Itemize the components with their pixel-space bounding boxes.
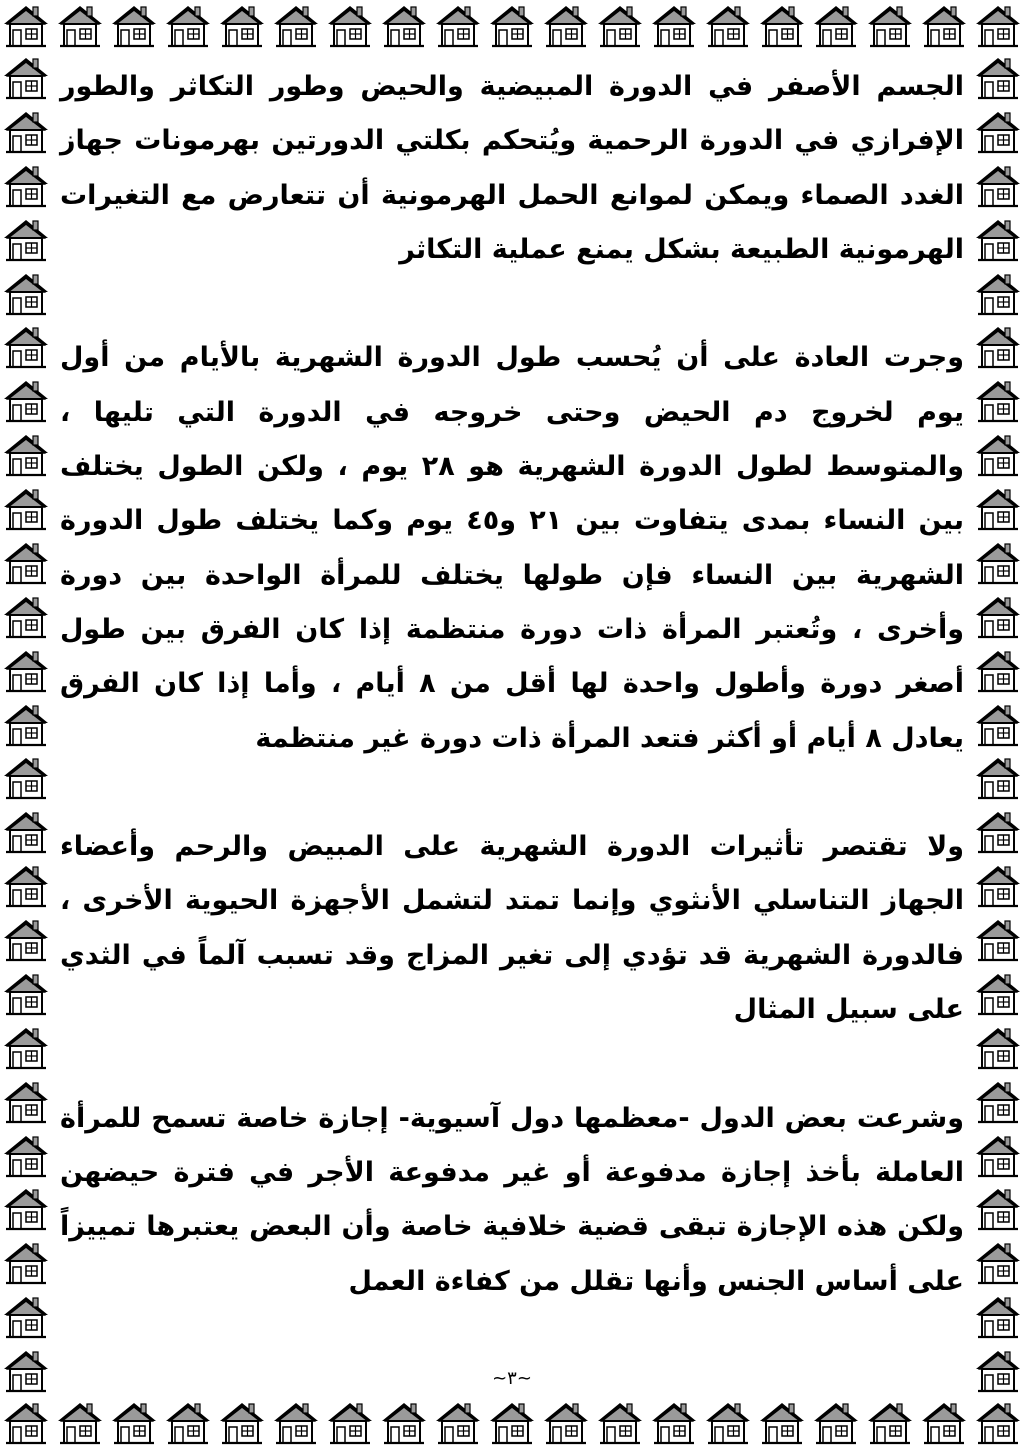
house-icon bbox=[0, 1130, 52, 1182]
house-icon bbox=[486, 0, 538, 52]
house-icon bbox=[972, 1291, 1024, 1343]
house-icon bbox=[540, 0, 592, 52]
house-icon bbox=[0, 645, 52, 697]
house-icon bbox=[972, 1076, 1024, 1128]
house-icon bbox=[648, 0, 700, 52]
house-icon bbox=[702, 0, 754, 52]
house-icon bbox=[0, 1183, 52, 1235]
house-icon bbox=[324, 1397, 376, 1449]
house-icon bbox=[0, 1397, 52, 1449]
house-icon bbox=[972, 106, 1024, 158]
house-icon bbox=[378, 0, 430, 52]
house-icon bbox=[972, 806, 1024, 858]
house-icon bbox=[108, 0, 160, 52]
house-icon bbox=[756, 1397, 808, 1449]
page-body bbox=[60, 60, 964, 1389]
house-icon bbox=[0, 968, 52, 1020]
top-border bbox=[0, 0, 1024, 52]
house-icon bbox=[972, 860, 1024, 912]
house-icon bbox=[0, 860, 52, 912]
house-icon bbox=[162, 0, 214, 52]
house-icon bbox=[702, 1397, 754, 1449]
paragraph: ولا تقتصر تأثيرات الدورة الشهرية على المبيض والرحم وأعضاء الجهاز التناسلي الأنثوي وإنما تمتد لتشمل الأجهزة الحيوية الأخرى ، فالدورة الشهرية قد تؤدي إلى تغير المزاج وقد تسبب آلماً في الثدي على سبيل المثال bbox=[60, 831, 964, 1026]
paragraph: الجسم الأصفر في الدورة المبيضية والحيض وطور التكاثر والطور الإفرازي في الدورة الرحمية ويُتحكم بكلتي الدورتين بهرمونات جهاز الغدد الصماء ويمكن لموانع الحمل الهرمونية أن تتعارض مع التغيرات الهرمونية الطبيعة بشكل يمنع عملية التكاثر bbox=[60, 71, 964, 265]
house-icon bbox=[594, 1397, 646, 1449]
house-icon bbox=[972, 160, 1024, 212]
house-icon bbox=[54, 1397, 106, 1449]
house-icon bbox=[0, 1076, 52, 1128]
house-icon bbox=[0, 1022, 52, 1074]
house-icon bbox=[972, 1183, 1024, 1235]
house-icon bbox=[0, 752, 52, 804]
house-icon bbox=[0, 914, 52, 966]
house-icon bbox=[540, 1397, 592, 1449]
house-icon bbox=[918, 0, 970, 52]
house-icon bbox=[972, 968, 1024, 1020]
house-icon bbox=[0, 268, 52, 320]
house-icon bbox=[432, 1397, 484, 1449]
house-icon bbox=[972, 321, 1024, 373]
house-icon bbox=[810, 1397, 862, 1449]
house-icon bbox=[972, 752, 1024, 804]
paragraph: وشرعت بعض الدول -معظمها دول آسيوية- إجازة خاصة تسمح للمرأة العاملة بأخذ إجازة مدفوعة أو غير مدفوعة الأجر في فترة حيضهن ولكن هذه الإجازة تبقى قضية خلافية خاصة وأن البعض يعتبرها تمييزاً على أساس الجنس وأنها تقلل من كفاءة العمل bbox=[60, 1102, 964, 1297]
house-icon bbox=[972, 214, 1024, 266]
house-icon bbox=[0, 321, 52, 373]
right-border bbox=[972, 52, 1024, 1397]
house-icon bbox=[972, 914, 1024, 966]
house-icon bbox=[162, 1397, 214, 1449]
house-icon bbox=[54, 0, 106, 52]
house-icon bbox=[972, 268, 1024, 320]
house-icon bbox=[972, 483, 1024, 535]
house-icon bbox=[972, 375, 1024, 427]
house-icon bbox=[972, 429, 1024, 481]
house-icon bbox=[378, 1397, 430, 1449]
house-icon bbox=[324, 0, 376, 52]
house-icon bbox=[972, 1237, 1024, 1289]
house-icon bbox=[864, 0, 916, 52]
house-icon bbox=[216, 0, 268, 52]
house-icon bbox=[864, 1397, 916, 1449]
house-icon bbox=[0, 214, 52, 266]
house-icon bbox=[0, 375, 52, 427]
house-icon bbox=[972, 1397, 1024, 1449]
house-icon bbox=[648, 1397, 700, 1449]
house-icon bbox=[0, 537, 52, 589]
house-icon bbox=[0, 106, 52, 158]
house-icon bbox=[810, 0, 862, 52]
house-icon bbox=[0, 1237, 52, 1289]
house-icon bbox=[0, 1291, 52, 1343]
house-icon bbox=[0, 806, 52, 858]
house-icon bbox=[0, 0, 52, 52]
house-icon bbox=[486, 1397, 538, 1449]
bottom-border bbox=[0, 1397, 1024, 1449]
house-icon bbox=[972, 699, 1024, 751]
house-icon bbox=[918, 1397, 970, 1449]
house-icon bbox=[0, 429, 52, 481]
house-icon bbox=[432, 0, 484, 52]
house-icon bbox=[270, 0, 322, 52]
house-icon bbox=[0, 699, 52, 751]
house-icon bbox=[972, 1022, 1024, 1074]
house-icon bbox=[108, 1397, 160, 1449]
house-icon bbox=[972, 52, 1024, 104]
left-border bbox=[0, 52, 52, 1397]
house-icon bbox=[0, 160, 52, 212]
paragraph: وجرت العادة على أن يُحسب طول الدورة الشهرية بالأيام من أول يوم لخروج دم الحيض وحتى خروجه في الدورة التي تليها ، والمتوسط لطول الدورة الشهرية هو ٢٨ يوم ، ولكن الطول يختلف بين النساء بمدى يتفاوت بين ٢١ و٤٥ يوم وكما يختلف طول الدورة الشهرية بين النساء فإن طولها يختلف للمرأة الواحدة بين دورة وأخرى ، وتُعتبر المرأة ذات دورة منتظمة إذا كان الفرق بين طول أصغر دورة وأطول واحدة لها أقل من ٨ أيام ، وأما إذا كان الفرق يعادل ٨ أيام أو أكثر فتعد المرأة ذات دورة غير منتظمة bbox=[60, 342, 965, 754]
house-icon bbox=[0, 483, 52, 535]
house-icon bbox=[756, 0, 808, 52]
house-icon bbox=[972, 591, 1024, 643]
house-icon bbox=[972, 645, 1024, 697]
house-icon bbox=[0, 52, 52, 104]
house-icon bbox=[972, 537, 1024, 589]
house-icon bbox=[972, 1130, 1024, 1182]
house-icon bbox=[216, 1397, 268, 1449]
house-icon bbox=[594, 0, 646, 52]
house-icon bbox=[972, 0, 1024, 52]
house-icon bbox=[0, 591, 52, 643]
page-number: ~٣~ bbox=[492, 1368, 532, 1389]
house-icon bbox=[270, 1397, 322, 1449]
